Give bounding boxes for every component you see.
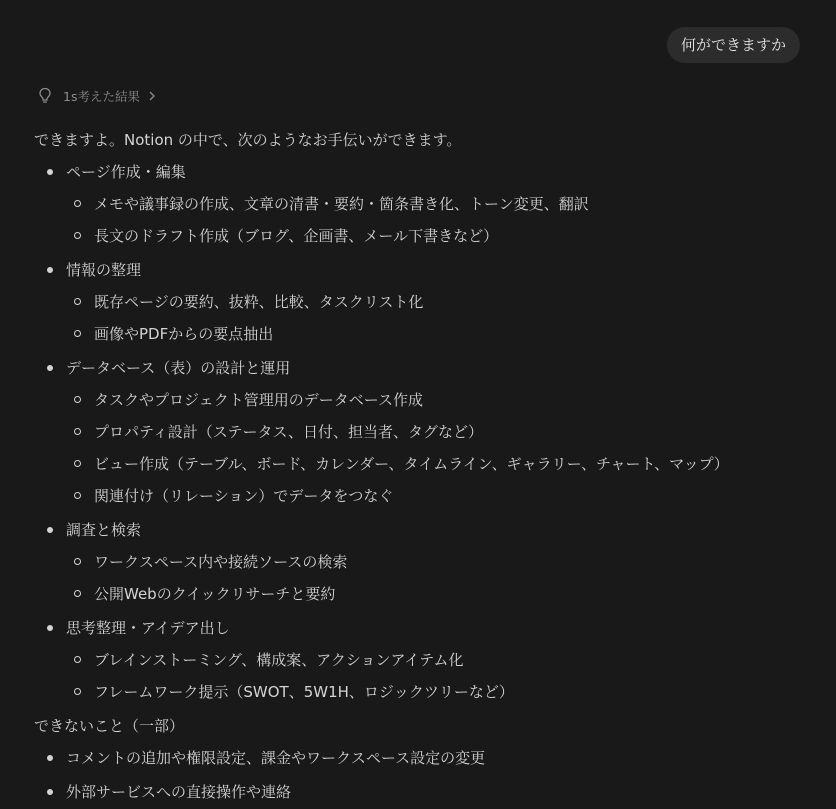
lightbulb-icon [38, 87, 52, 105]
capability-heading [34, 156, 824, 188]
capability-item-text: 長文のドラフト作成（ブログ、企画書、メール下書きなど） [94, 227, 499, 245]
capability-item [34, 384, 824, 416]
capability-item-text: ビュー作成（テーブル、ボード、カレンダー、タイムライン、ギャラリー、チャート、マップ） [94, 455, 729, 473]
bullet-disc-icon [47, 789, 53, 795]
capability-item [34, 448, 824, 480]
bullet-disc-icon [47, 267, 53, 273]
capability-heading [34, 254, 824, 286]
capability-item [34, 644, 824, 676]
capability-heading [34, 612, 824, 644]
capability-group [34, 612, 824, 708]
capability-heading-text: データベース（表）の設計と運用 [66, 359, 291, 377]
bullet-circle-icon [74, 558, 81, 565]
capability-item [34, 286, 824, 318]
capability-group [34, 514, 824, 610]
assistant-response [34, 124, 824, 809]
bullet-circle-icon [74, 688, 81, 695]
capability-item-text: タスクやプロジェクト管理用のデータベース作成 [94, 391, 423, 409]
thinking-toggle[interactable] [38, 86, 157, 106]
bullet-disc-icon [47, 527, 53, 533]
capability-item [34, 318, 824, 350]
capability-item-text: メモや議事録の作成、文章の清書・要約・箇条書き化、トーン変更、翻訳 [94, 195, 589, 213]
capability-heading-text: 思考整理・アイデア出し [66, 619, 230, 637]
limit-item-text: 外部サービスへの直接操作や連絡 [66, 783, 292, 801]
capability-item-text: ワークスペース内や接続ソースの検索 [94, 553, 348, 571]
capability-group [34, 352, 824, 512]
capability-item-text: プロパティ設計（ステータス、日付、担当者、タグなど） [94, 423, 483, 441]
bullet-disc-icon [47, 625, 53, 631]
capability-item [34, 188, 824, 220]
limits-list [34, 742, 824, 808]
capability-item [34, 676, 824, 708]
bullet-circle-icon [74, 428, 81, 435]
bullet-circle-icon [74, 656, 81, 663]
capability-item-text: ブレインストーミング、構成案、アクションアイテム化 [94, 651, 464, 669]
limits-heading: できないこと（一部） [34, 717, 185, 735]
capability-heading [34, 514, 824, 546]
limit-item [34, 742, 824, 774]
capability-heading-text: 情報の整理 [66, 261, 142, 279]
capability-group [34, 156, 824, 252]
bullet-disc-icon [47, 755, 53, 761]
capability-item [34, 480, 824, 512]
capability-item [34, 220, 824, 252]
limit-group [34, 742, 824, 774]
limit-item-text: コメントの追加や権限設定、課金やワークスペース設定の変更 [66, 749, 486, 767]
capability-item [34, 546, 824, 578]
capability-group [34, 254, 824, 350]
bullet-circle-icon [74, 460, 81, 467]
capability-item-text: 画像やPDFからの要点抽出 [94, 325, 274, 343]
bullet-circle-icon [74, 298, 81, 305]
bullet-circle-icon [74, 232, 81, 239]
capabilities-list [34, 156, 824, 708]
capability-item-text: フレームワーク提示（SWOT、5W1H、ロジックツリーなど） [94, 683, 514, 701]
thinking-label: 1s考えた結果 [63, 89, 140, 104]
bullet-disc-icon [47, 169, 53, 175]
bullet-circle-icon [74, 590, 81, 597]
intro-text: できますよ。Notion の中で、次のようなお手伝いができます。 [34, 131, 462, 149]
capability-item-text: 既存ページの要約、抜粋、比較、タスクリスト化 [94, 293, 424, 311]
limit-item [34, 776, 824, 808]
capability-heading [34, 352, 824, 384]
capability-item [34, 578, 824, 610]
bullet-circle-icon [74, 200, 81, 207]
bullet-circle-icon [74, 396, 81, 403]
limit-group [34, 776, 824, 808]
capability-heading-text: ページ作成・編集 [66, 163, 186, 181]
chevron-right-icon [147, 90, 157, 102]
bullet-circle-icon [74, 492, 81, 499]
capability-item-text: 公開Webのクイックリサーチと要約 [94, 585, 336, 603]
capability-item-text: 関連付け（リレーション）でデータをつなぐ [94, 487, 394, 505]
bullet-disc-icon [47, 365, 53, 371]
bullet-circle-icon [74, 330, 81, 337]
capability-item [34, 416, 824, 448]
user-message-bubble: 何ができますか [667, 27, 800, 63]
capability-heading-text: 調査と検索 [66, 521, 142, 539]
